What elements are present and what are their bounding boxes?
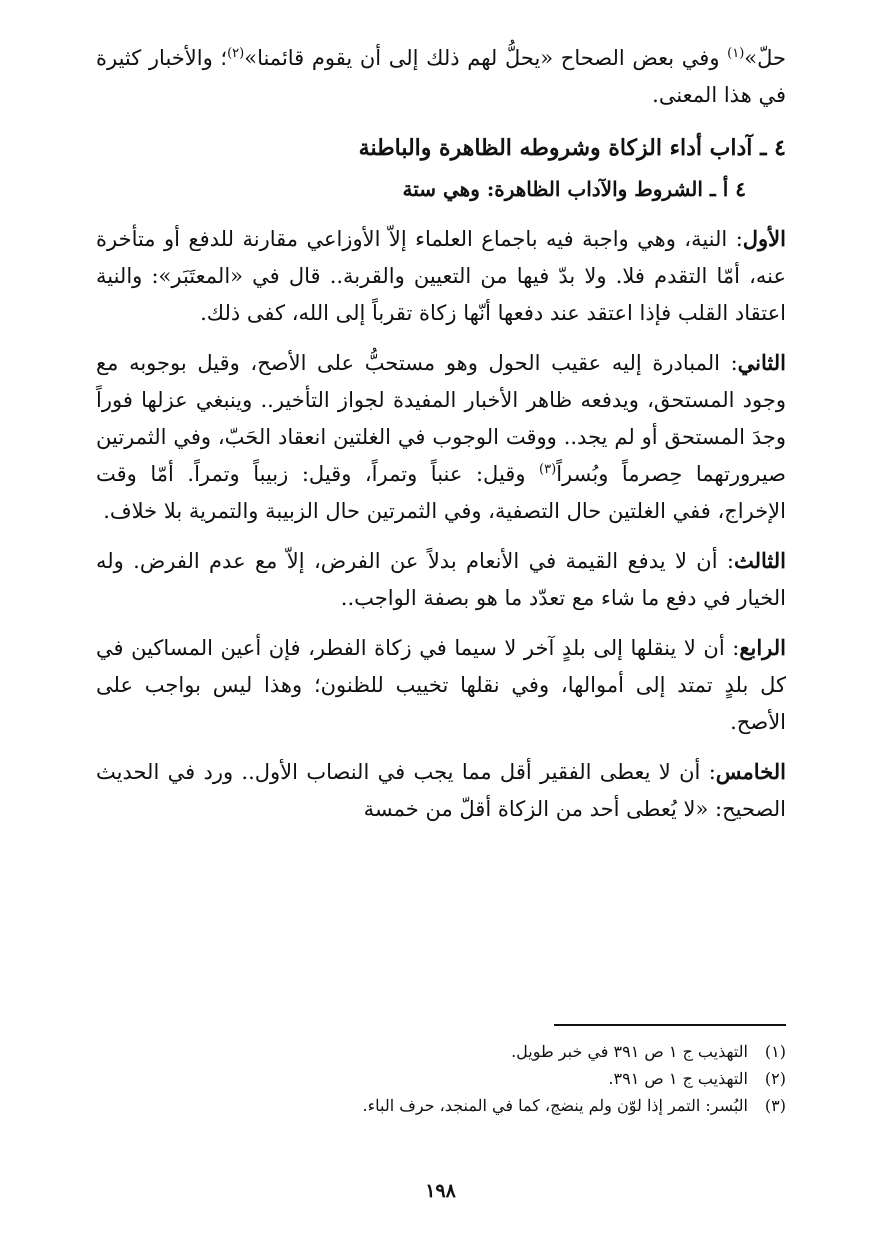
main-text [96,40,786,840]
footnote-number: (١) [764,1042,786,1061]
condition-fourth [96,629,786,741]
condition-first-text: : النية، وهي واجبة فيه باجماع العلماء إلاّ الأوزاعي مقارنة للدفع أو متأخرة عنه، أمّا التقدم فلا. ولا بدّ فيها من التعيين والقربة.. قال في «المعتَبَر»: والنية اعتقاد القلب فإذا اعتقد عند دفعها أنّها زكاة تقرباً إلى الله، كفى ذلك. [96,227,786,325]
condition-first [96,220,786,332]
footnote-item [96,1092,786,1119]
footnotes [96,1038,786,1119]
footnote-ref-1: (١) [727,46,745,61]
condition-second-text-b: وقيل: عنباً وتمراً، وقيل: زبيباً وتمراً. أمّا وقت الإخراج، ففي الغلتين حال التصفية، وفي الثمرتين حال الزبيبة والتمرية بلا خلاف. [96,462,786,523]
footnote-ref-2: (٢) [227,46,245,61]
footnote-text: التهذيب ج ١ ص ٣٩١ في خبر طويل. [511,1042,748,1061]
footnote-text: التهذيب ج ١ ص ٣٩١. [608,1069,748,1088]
intro-text-1: حلّ» [744,46,786,70]
condition-second-text-a: : المبادرة إليه عقيب الحول وهو مستحبُّ على الأصح، وقيل بوجوبه مع وجود المستحق، ويدفعه ظاهر الأخبار المفيدة لجواز التأخير.. وينبغي عزلها فوراً وجدَ المستحق أو لم يجد.. ووقت الوجوب في الغلتين انعقاد الحَبّ، وفي الثمرتين صيرورتهما حِصرماً وبُسراً [96,351,786,486]
condition-fourth-text: : أن لا ينقلها إلى بلدٍ آخر لا سيما في زكاة الفطر، فإن أعين المساكين في كل بلدٍ تمتد إلى أموالها، وفي نقلها تخييب للظنون؛ وهذا ليس بواجب على الأصح. [96,636,786,734]
section-heading: ٤ ـ آداب أداء الزكاة وشروطه الظاهرة والباطنة [358,135,786,161]
footnote-ref-3: (٣) [539,462,557,477]
page-number: ١٩٨ [425,1180,456,1202]
condition-third [96,542,786,617]
condition-fourth-label: الرابع [739,635,786,660]
condition-fifth [96,753,786,828]
footnote-number: (٢) [764,1069,786,1088]
intro-text-3: ؛ والأخبار كثيرة في هذا المعنى. [96,46,786,107]
footnote-number: (٣) [764,1096,786,1115]
condition-third-label: الثالث [734,548,786,573]
condition-fifth-label: الخامس [715,759,786,784]
footnote-divider [554,1024,786,1026]
subsection-heading: ٤ أ ـ الشروط والآداب الظاهرة: وهي ستة [402,177,746,201]
condition-third-text: : أن لا يدفع القيمة في الأنعام بدلاً عن الفرض، إلاّ مع عدم الفرض. وله الخيار في دفع ما شاء مع تعدّد ما هو بصفة الواجب.. [96,549,786,610]
footnote-text: البُسر: التمر إذا لوّن ولم ينضج، كما في المنجد، حرف الباء. [362,1096,748,1115]
condition-second-label: الثاني [737,350,786,375]
footnote-item [96,1065,786,1092]
condition-second [96,344,786,530]
condition-first-label: الأول [742,226,786,251]
footnote-item [96,1038,786,1065]
intro-paragraph [96,40,786,114]
intro-text-2: وفي بعض الصحاح «يحلُّ لهم ذلك إلى أن يقوم قائمنا» [244,46,728,70]
condition-fifth-text: : أن لا يعطى الفقير أقل مما يجب في النصاب الأول.. ورد في الحديث الصحيح: «لا يُعطى أحد من الزكاة أقلّ من خمسة [96,760,786,821]
